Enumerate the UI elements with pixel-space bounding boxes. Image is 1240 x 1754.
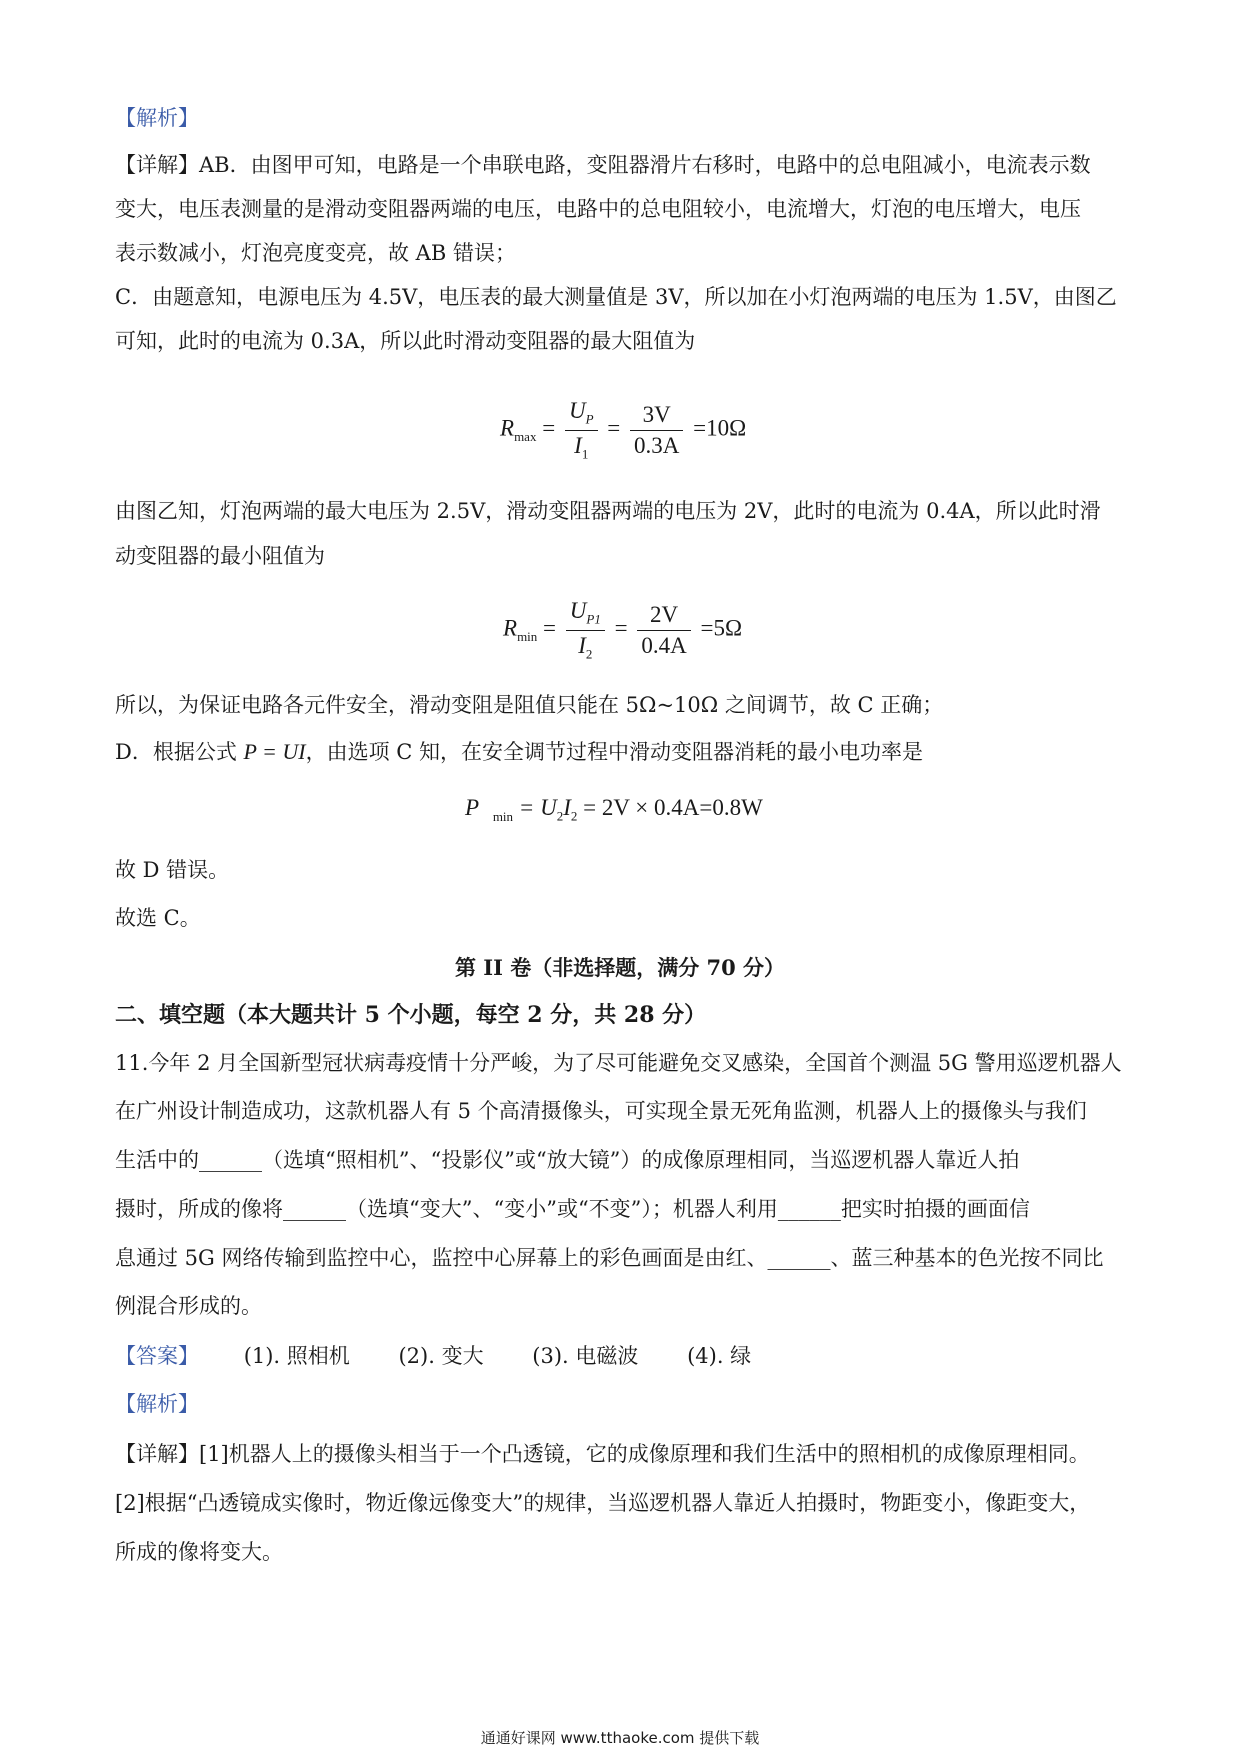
formula-lhs: R xyxy=(500,415,515,441)
detail-paragraph-line: 表示数减小，灯泡亮度变亮，故 AB 错误； xyxy=(115,241,516,265)
formula-eq: = U xyxy=(513,795,557,820)
formula-result: =5Ω xyxy=(700,615,743,641)
numerator: 2V xyxy=(637,602,690,631)
fraction xyxy=(630,402,683,459)
fraction xyxy=(637,602,690,659)
inline-formula: P = UI xyxy=(243,739,306,764)
section-subtitle: 二、填空题（本大题共计 5 个小题，每空 2 分，共 28 分） xyxy=(115,1002,707,1028)
numerator: U xyxy=(569,598,587,623)
answer-item: (3). 电磁波 xyxy=(532,1344,639,1368)
detail-paragraph-line: 可知，此时的电流为 0.3A，所以此时滑动变阻器的最大阻值为 xyxy=(115,329,696,353)
detail-paragraph-line xyxy=(115,1439,1090,1469)
formula-sub: 2 xyxy=(556,808,564,824)
detail-text: ，由选项 C 知，在安全调节过程中滑动变阻器消耗的最小电功率是 xyxy=(305,740,924,764)
detail-paragraph-line: 由图乙知，灯泡两端的最大电压为 2.5V，滑动变阻器两端的电压为 2V，此时的电流为 0.4A，所以此时滑 xyxy=(115,499,1101,523)
answer-line xyxy=(115,1341,751,1371)
question-line: 例混合形成的。 xyxy=(115,1294,262,1318)
detail-paragraph-line xyxy=(115,150,1091,180)
formula-rmax: $R_{max}$ = $\frac{U_P}{I_1}$ = $\frac{3V}{0.3A}$ =10Ω xyxy=(500,398,747,462)
answer-tag: 【答案】 xyxy=(115,1344,199,1368)
detail-paragraph-line: 所以，为保证电路各元件安全，滑动变阻是阻值只能在 5Ω~10Ω 之间调节，故 C 正确； xyxy=(115,693,944,717)
detail-paragraph-line: C．由题意知，电源电压为 4.5V，电压表的最大测量值是 3V，所以加在小灯泡两端的电压为 1.5V，由图乙 xyxy=(115,285,1117,309)
formula-lhs: P xyxy=(465,795,480,820)
denominator: I xyxy=(574,432,582,458)
detail-tag: 【详解】 xyxy=(115,1442,199,1466)
formula-lhs-sub: min xyxy=(517,628,538,644)
question-line: 摄时，所成的像将______（选填“变大”、“变小”或“不变”）；机器人利用______把实时拍摄的画面信 xyxy=(115,1197,1030,1221)
detail-paragraph-line xyxy=(115,737,923,767)
fraction xyxy=(566,598,605,662)
conclusion-line: 故 D 错误。 xyxy=(115,858,230,882)
formula-lhs: R xyxy=(503,615,518,641)
page-footer: 通通好课网 www.tthaoke.com 提供下载 xyxy=(480,1729,760,1747)
denominator: I xyxy=(578,632,586,658)
detail-text: D．根据公式 xyxy=(115,740,244,764)
conclusion-line: 故选 C。 xyxy=(115,906,201,930)
question-line: 息通过 5G 网络传输到监控中心，监控中心屏幕上的彩色画面是由红、______、蓝三种基本的色光按不同比 xyxy=(115,1246,1104,1270)
denominator: 0.3A xyxy=(634,432,680,458)
denominator: 0.4A xyxy=(641,632,687,658)
numerator-sub: P xyxy=(585,411,594,427)
formula-sub: 2 xyxy=(570,808,578,824)
numerator: U xyxy=(568,398,586,423)
detail-paragraph-line: 动变阻器的最小阻值为 xyxy=(115,544,325,568)
formula-result: =10Ω xyxy=(693,415,747,441)
question-line: 在广州设计制造成功，这款机器人有 5 个高清摄像头，可实现全景无死角监测，机器人上的摄像头与我们 xyxy=(115,1099,1087,1123)
answer-item: (4). 绿 xyxy=(687,1344,752,1368)
answer-item: (2). 变大 xyxy=(398,1344,484,1368)
denominator-sub: 2 xyxy=(585,646,593,662)
formula-var: I xyxy=(563,795,571,820)
formula-lhs-sub: min xyxy=(492,808,514,824)
denominator-sub: 1 xyxy=(581,446,589,462)
section-title: 第 II 卷（非选择题，满分 70 分） xyxy=(454,955,786,980)
answer-item: (1). 照相机 xyxy=(243,1344,350,1368)
analysis-tag: 【解析】 xyxy=(115,106,199,130)
analysis-tag: 【解析】 xyxy=(115,1392,199,1416)
question-line: 生活中的______（选填“照相机”、“投影仪”或“放大镜”）的成像原理相同，当巡逻机器人靠近人拍 xyxy=(115,1148,1020,1172)
fraction xyxy=(565,398,598,462)
detail-tag: 【详解】 xyxy=(115,153,199,177)
formula-pmin xyxy=(465,795,763,825)
numerator: 3V xyxy=(630,402,683,431)
detail-paragraph-line: 所成的像将变大。 xyxy=(115,1540,283,1564)
question-line: 11.今年 2 月全国新型冠状病毒疫情十分严峻，为了尽可能避免交叉感染，全国首个测温 5G 警用巡逻机器人 xyxy=(115,1051,1122,1075)
detail-paragraph-line: [2]根据“凸透镜成实像时，物近像远像变大”的规律，当巡逻机器人靠近人拍摄时，物距变小，像距变大， xyxy=(115,1491,1091,1515)
detail-text: AB．由图甲可知，电路是一个串联电路，变阻器滑片右移时，电路中的总电阻减小，电流表示数 xyxy=(199,153,1091,177)
detail-text: [1]机器人上的摄像头相当于一个凸透镜，它的成像原理和我们生活中的照相机的成像原理相同。 xyxy=(199,1442,1090,1466)
numerator-sub: P1 xyxy=(586,611,601,627)
formula-lhs-sub: max xyxy=(514,428,537,444)
formula-rmin: $R_{min}$ = $\frac{U_{P1}}{I_2}$ = $\frac{2V}{0.4A}$ =5Ω xyxy=(503,598,743,662)
formula-result: = 2V × 0.4A=0.8W xyxy=(577,795,763,820)
detail-paragraph-line: 变大，电压表测量的是滑动变阻器两端的电压，电路中的总电阻较小，电流增大，灯泡的电压增大，电压 xyxy=(115,197,1081,221)
